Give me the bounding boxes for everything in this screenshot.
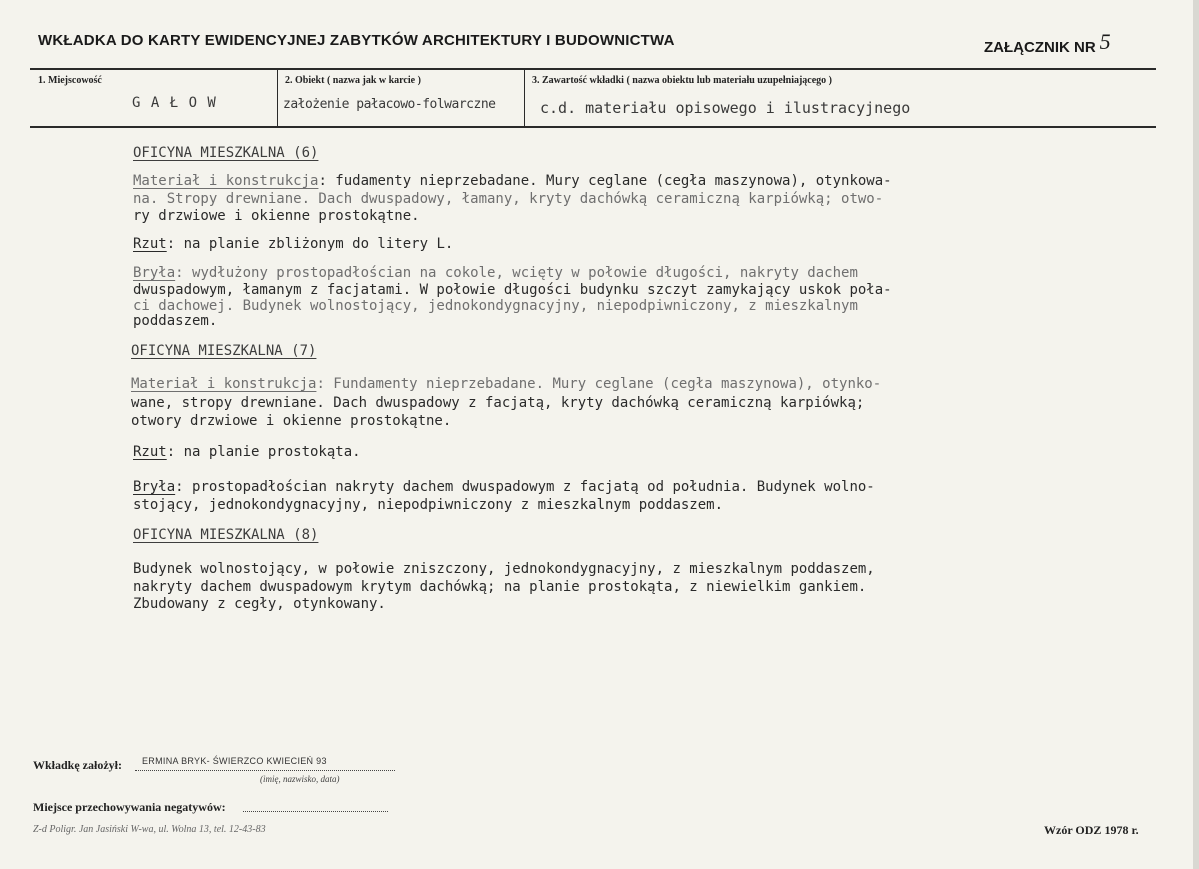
section-8-line-2: nakryty dachem dwuspadowym krytym dachówką; na planie prostokąta, z niewielkim gankiem. — [133, 579, 867, 595]
text-line: : na planie zbliżonym do litery L. — [166, 236, 454, 252]
page-edge — [1193, 0, 1199, 869]
author-handwritten: ERMINA BRYK- ŚWIERZCO KWIECIEŃ 93 — [142, 756, 327, 766]
field-divider-1 — [277, 70, 278, 126]
term-materials: Materiał i konstrukcja — [133, 173, 319, 189]
section-7-plan-line-1 — [133, 444, 361, 460]
text-line: : prostopadłościan nakryty dachem dwuspadowym z facjatą od południa. Budynek wolno- — [175, 479, 875, 495]
section-6-body-line-3: ci dachowej. Budynek wolnostojący, jednokondygnacyjny, niepodpiwniczony, z mieszkalnym — [133, 298, 858, 314]
field-label-object: 2. Obiekt ( nazwa jak w karcie ) — [285, 75, 421, 86]
text-line: : wydłużony prostopadłościan na cokole, wcięty w połowie długości, nakryty dachem — [175, 265, 858, 281]
section-6-materials-line-2: na. Stropy drewniane. Dach dwuspadowy, łamany, kryty dachówką ceramiczną karpiówką; otwo- — [133, 191, 884, 207]
section-6-materials-line-3: ry drzwiowe i okienne prostokątne. — [133, 208, 420, 224]
section-7-materials-line-2: wane, stropy drewniane. Dach dwuspadowy z facjatą, kryty dachówką ceramiczną karpiówką; — [131, 395, 865, 411]
annex-number — [984, 29, 1111, 58]
section-7-materials-line-3: otwory drzwiowe i okienne prostokątne. — [131, 413, 452, 429]
section-8-line-3: Zbudowany z cegły, otynkowany. — [133, 596, 386, 612]
section-heading-oficyna-8: OFICYNA MIESZKALNA (8) — [133, 527, 319, 543]
section-8-line-1: Budynek wolnostojący, w połowie zniszczony, jednokondygnacyjny, z mieszkalnym poddaszem, — [133, 561, 875, 577]
form-title: WKŁADKA DO KARTY EWIDENCYJNEJ ZABYTKÓW ARCHITEKTURY I BUDOWNICTWA — [38, 32, 675, 49]
printer-imprint: Z-d Poligr. Jan Jasiński W-wa, ul. Wolna 13, tel. 12-43-83 — [33, 824, 266, 835]
field-value-locality: G A Ł O W — [132, 95, 217, 111]
section-7-materials-line-1 — [131, 376, 881, 392]
annex-number-value: 5 — [1099, 29, 1111, 54]
term-plan: Rzut — [133, 444, 167, 460]
text-line: : Fundamenty nieprzebadane. Mury ceglane (cegła maszynowa), otynko- — [316, 376, 882, 392]
field-divider-2 — [524, 70, 525, 126]
storage-dotted-line — [243, 811, 388, 812]
section-6-body-line-4: poddaszem. — [133, 313, 218, 329]
section-heading-oficyna-7: OFICYNA MIESZKALNA (7) — [131, 343, 317, 359]
field-value-object: założenie pałacowo-folwarczne — [283, 97, 496, 112]
text-line: : fudamenty nieprzebadane. Mury ceglane (cegła maszynowa), otynkowa- — [318, 173, 892, 189]
text-line: : na planie prostokąta. — [166, 444, 361, 460]
term-body: Bryła — [133, 479, 176, 495]
author-hint: (imię, nazwisko, data) — [260, 774, 340, 784]
author-dotted-line — [135, 770, 395, 771]
storage-label: Miejsce przechowywania negatywów: — [33, 800, 226, 814]
term-body: Bryła — [133, 265, 176, 281]
section-6-body-line-1 — [133, 265, 858, 281]
section-7-body-line-1 — [133, 479, 875, 495]
term-materials: Materiał i konstrukcja — [131, 376, 317, 392]
form-model-label: Wzór ODZ 1978 r. — [1044, 823, 1139, 837]
term-plan: Rzut — [133, 236, 167, 252]
section-6-plan-line-1 — [133, 236, 453, 252]
section-6-materials-line-1 — [133, 173, 892, 189]
section-heading-oficyna-6: OFICYNA MIESZKALNA (6) — [133, 145, 319, 161]
field-label-locality: 1. Miejscowość — [38, 75, 102, 86]
field-value-content: c.d. materiału opisowego i ilustracyjnego — [540, 99, 911, 117]
field-box-top-rule — [30, 68, 1156, 70]
section-7-body-line-2: stojący, jednokondygnacyjny, niepodpiwniczony z mieszkalnym poddaszem. — [133, 497, 724, 513]
annex-label: ZAŁĄCZNIK NR — [984, 39, 1096, 56]
section-6-body-line-2: dwuspadowym, łamanym z facjatami. W połowie długości budynku szczyt zamykający uskok poła- — [133, 282, 892, 298]
field-box-bottom-rule — [30, 126, 1156, 128]
field-label-content: 3. Zawartość wkładki ( nazwa obiektu lub materiału uzupełniającego ) — [532, 75, 833, 86]
author-label: Wkładkę założył: — [33, 758, 122, 772]
